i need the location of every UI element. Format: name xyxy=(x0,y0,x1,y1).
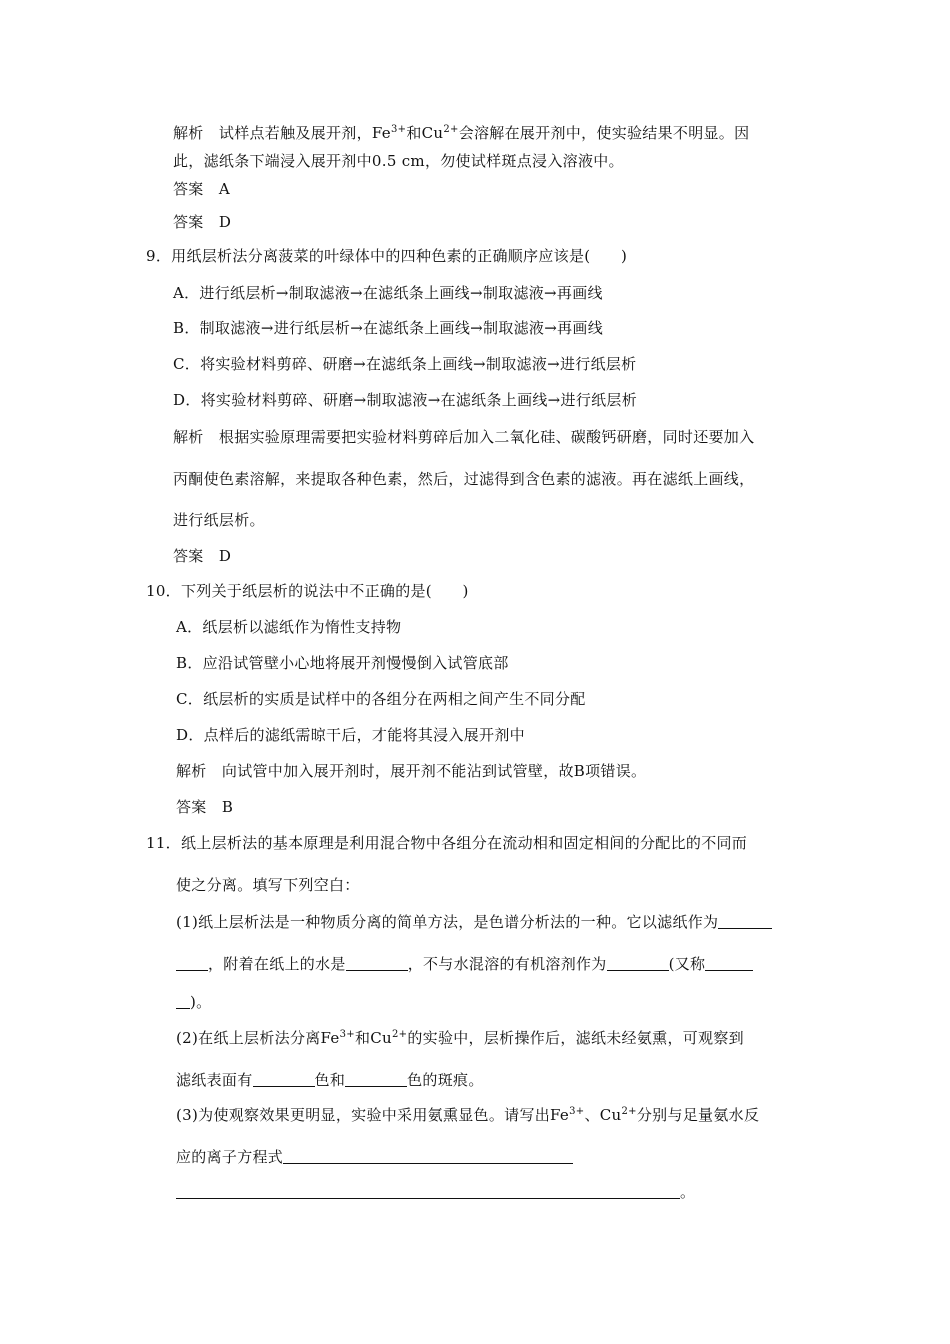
answer-blank[interactable] xyxy=(607,957,669,971)
q11-part1-line3 xyxy=(176,992,211,1012)
q11-part3-line3 xyxy=(176,1182,695,1202)
q11-part1-text: ，不与水混溶的有机溶剂作为 xyxy=(407,955,607,973)
q10-option-a: A．纸层析以滤纸作为惰性支持物 xyxy=(176,618,402,636)
q11-part1-text: ，附着在纸上的水是 xyxy=(208,955,346,973)
q11-stem-line2: 使之分离。填写下列空白： xyxy=(176,876,360,894)
q11-part3-text: (3)为使观察效果更明显，实验中采用氨熏显色。请写出Fe xyxy=(176,1106,570,1124)
fe3-superscript: 3+ xyxy=(390,124,407,135)
q9-analysis-line2: 丙酮使色素溶解，来提取各种色素，然后，过滤得到含色素的滤液。再在滤纸上画线， xyxy=(173,470,755,488)
q11-part2-text: 色和 xyxy=(314,1071,346,1089)
q9-analysis-line1: 解析 根据实验原理需要把实验材料剪碎后加入二氧化硅、碳酸钙研磨，同时还要加入 xyxy=(173,428,755,446)
q11-part1-text: (又称 xyxy=(668,955,706,973)
answer-blank[interactable] xyxy=(705,957,753,971)
fe3-superscript: 3+ xyxy=(569,1106,585,1117)
q11-part3-text: 应的离子方程式 xyxy=(176,1148,284,1166)
q10-answer: 答案 B xyxy=(176,798,234,816)
answer-blank[interactable] xyxy=(176,1185,680,1199)
q11-part1-line1 xyxy=(176,912,772,932)
q11-part2-text: (2)在纸上层析法分离Fe xyxy=(176,1029,340,1047)
q8-analysis-line2: 此，滤纸条下端浸入展开剂中0.5 cm，勿使试样斑点浸入溶液中。 xyxy=(173,152,624,170)
cu2-superscript: 2+ xyxy=(443,124,459,135)
q8-analysis-text: 和Cu xyxy=(406,124,444,142)
answer-blank[interactable] xyxy=(283,1150,573,1164)
q11-part2-text: 滤纸表面有 xyxy=(176,1071,253,1089)
answer-blank[interactable] xyxy=(345,1073,407,1087)
q9-stem: 9．用纸层析法分离菠菜的叶绿体中的四种色素的正确顺序应该是( ) xyxy=(146,247,628,265)
q10-option-b: B．应沿试管壁小心地将展开剂慢慢倒入试管底部 xyxy=(176,654,509,672)
q11-part2-line2 xyxy=(176,1070,484,1090)
answer-blank[interactable] xyxy=(176,957,208,971)
q11-part3-line1 xyxy=(176,1105,759,1125)
q10-stem: 10．下列关于纸层析的说法中不正确的是( ) xyxy=(146,582,469,600)
cu2-superscript: 2+ xyxy=(621,1106,637,1117)
q11-stem-line1: 11．纸上层析法的基本原理是利用混合物中各组分在流动相和固定相间的分配比的不同而 xyxy=(146,834,748,852)
answer-blank[interactable] xyxy=(253,1073,315,1087)
q9-option-b: B．制取滤液→进行纸层析→在滤纸条上画线→制取滤液→再画线 xyxy=(173,319,603,337)
q11-part2-text: 的实验中，层析操作后，滤纸未经氨熏，可观察到 xyxy=(407,1029,744,1047)
q11-part1-text: )。 xyxy=(190,993,212,1011)
q10-option-c: C．纸层析的实质是试样中的各组分在两相之间产生不同分配 xyxy=(176,690,586,708)
q8-analysis-text: 会溶解在展开剂中，使实验结果不明显。因 xyxy=(458,124,750,142)
q10-option-d: D．点样后的滤纸需晾干后，才能将其浸入展开剂中 xyxy=(176,726,525,744)
q11-part1-text: (1)纸上层析法是一种物质分离的简单方法，是色谱分析法的一种。它以滤纸作为 xyxy=(176,913,719,931)
q8-analysis-line1 xyxy=(173,123,749,143)
q9-option-a: A．进行纸层析→制取滤液→在滤纸条上画线→制取滤液→再画线 xyxy=(173,284,603,302)
q11-part3-text: 。 xyxy=(680,1183,696,1201)
q8-answer-a: 答案 A xyxy=(173,180,231,198)
q11-part2-text: 色的斑痕。 xyxy=(407,1071,484,1089)
q11-part3-text: 分别与足量氨水反 xyxy=(636,1106,760,1124)
q9-option-d: D．将实验材料剪碎、研磨→制取滤液→在滤纸条上画线→进行纸层析 xyxy=(173,391,638,409)
q8-answer-d: 答案 D xyxy=(173,213,232,231)
q9-analysis-line3: 进行纸层析。 xyxy=(173,511,265,529)
answer-blank[interactable] xyxy=(346,957,408,971)
q11-part2-line1 xyxy=(176,1028,744,1048)
cu2-superscript: 2+ xyxy=(392,1029,408,1040)
answer-blank[interactable] xyxy=(718,915,772,929)
q8-analysis-text: 解析 试样点若触及展开剂，Fe xyxy=(173,124,391,142)
q9-answer: 答案 D xyxy=(173,547,232,565)
q10-analysis: 解析 向试管中加入展开剂时，展开剂不能沾到试管壁，故B项错误。 xyxy=(176,762,647,780)
q9-option-c: C．将实验材料剪碎、研磨→在滤纸条上画线→制取滤液→进行纸层析 xyxy=(173,355,637,373)
answer-blank[interactable] xyxy=(176,995,190,1009)
q11-part2-text: 和Cu xyxy=(354,1029,393,1047)
q11-part1-line2 xyxy=(176,954,753,974)
fe3-superscript: 3+ xyxy=(339,1029,355,1040)
q11-part3-text: 、Cu xyxy=(584,1106,622,1124)
q11-part3-line2 xyxy=(176,1147,573,1167)
